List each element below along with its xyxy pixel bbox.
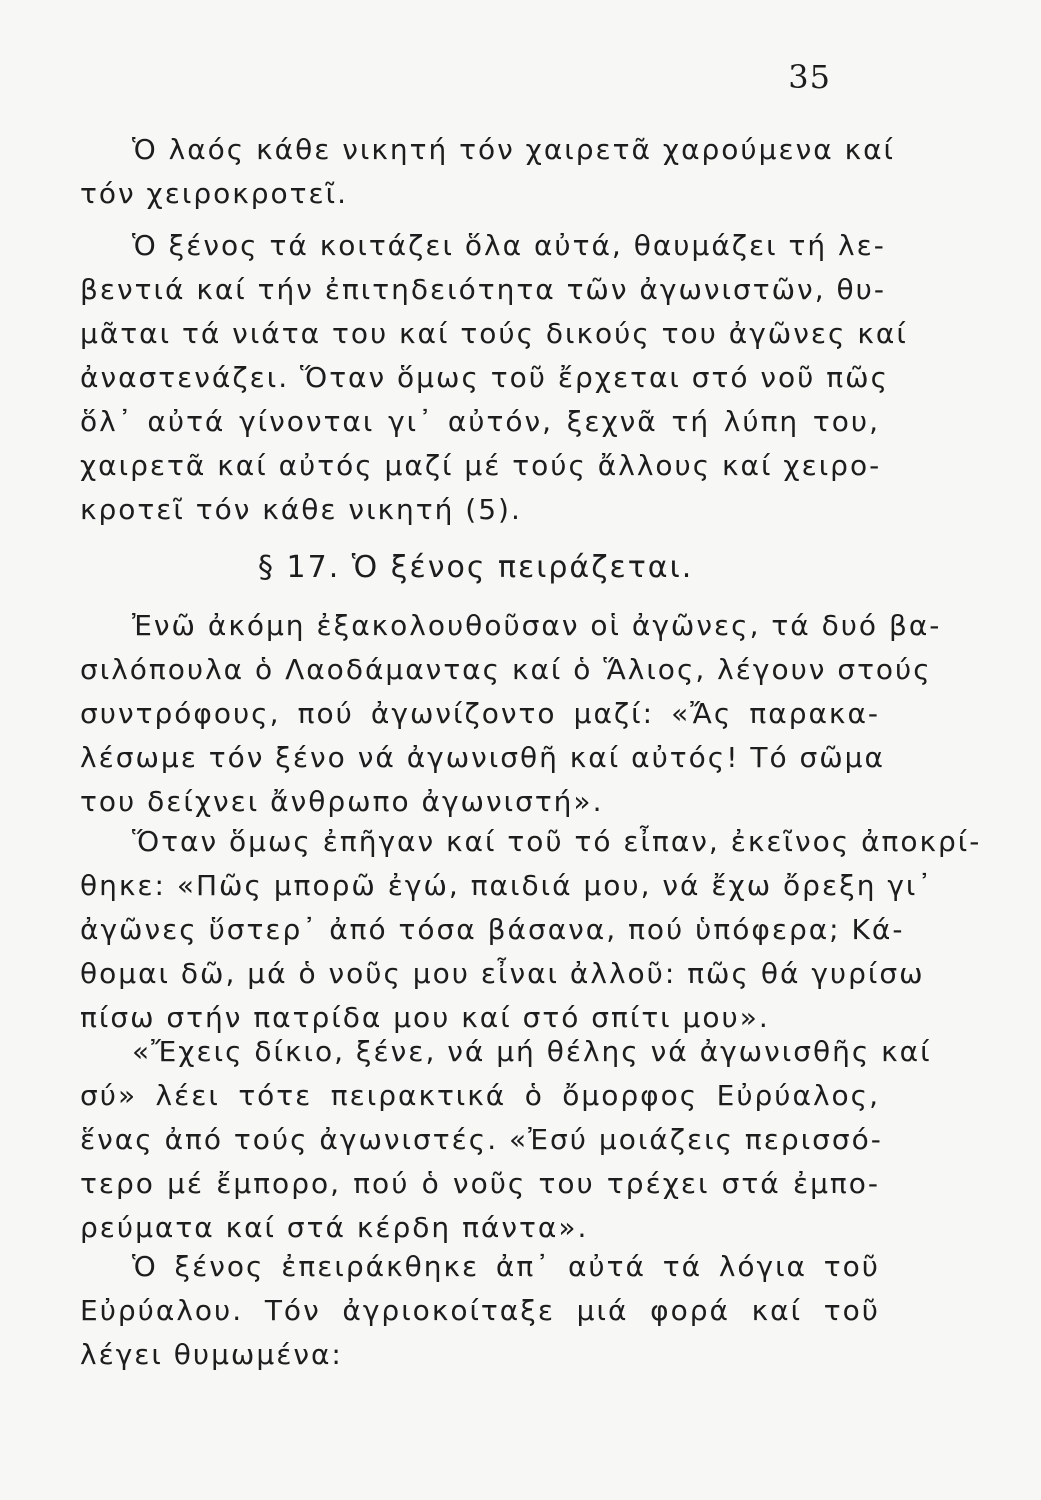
text-line: ἀναστενάζει. Ὅταν ὅμως τοῦ ἔρχεται στό νοῦ πῶς [80,361,890,394]
text-line: πίσω στήν πατρίδα μου καί στό σπίτι μου». [80,1001,770,1034]
text-line: Ὁ λαός κάθε νικητή τόν χαιρετᾶ χαρούμενα καί [132,133,896,166]
text-line: τόν χειροκροτεῖ. [80,177,348,210]
text-line: χαιρετᾶ καί αὐτός μαζί μέ τούς ἄλλους καί χειρο- [80,449,882,482]
text-line: κροτεῖ τόν κάθε νικητή (5). [80,493,522,526]
text-line: ὅλ᾿ αὐτά γίνονται γι᾿ αὐτόν, ξεχνᾶ τή λύπη του, [80,405,880,438]
text-line: μᾶται τά νιάτα του καί τούς δικούς του ἀγῶνες καί [80,317,908,350]
text-line: λέσωμε τόν ξένο νά ἀγωνισθῆ καί αὐτός! Τό σῶμα [80,741,885,774]
text-line: θομαι δῶ, μά ὁ νοῦς μου εἶναι ἀλλοῦ: πῶς θά γυρίσω [80,957,925,990]
text-line: λέγει θυμωμένα: [80,1338,343,1371]
paragraph-3 [80,604,942,824]
section-heading: § 17. Ὁ ξένος πειράζεται. [258,550,694,585]
text-line: Εὐρύαλου. Τόν ἀγριοκοίταξε μιά φορά καί τοῦ [80,1294,880,1327]
page-number: 35 [788,58,831,96]
text-line: Ὁ ξένος ἐπειράκθηκε ἀπ᾿ αὐτά τά λόγια τοῦ [132,1250,880,1283]
text-line: ἕνας ἀπό τούς ἀγωνιστές. «Ἐσύ μοιάζεις περισσό- [80,1123,883,1156]
paragraph-4 [80,820,982,1040]
text-line: συντρόφους, πού ἀγωνίζοντο μαζί: «Ἄς παρακα- [80,697,880,730]
text-line: τερο μέ ἔμπορο, πού ὁ νοῦς του τρέχει στά ἐμπο- [80,1167,880,1200]
text-line: βεντιά καί τήν ἐπιτηδειότητα τῶν ἀγωνιστῶν, θυ- [80,273,886,306]
text-line: Ὁ ξένος τά κοιτάζει ὅλα αὐτά, θαυμάζει τή λε- [132,229,886,262]
text-line: σύ» λέει τότε πειρακτικά ὁ ὄμορφος Εὐρύαλος, [80,1079,880,1112]
text-line: του δείχνει ἄνθρωπο ἀγωνιστή». [80,785,604,818]
text-line: θηκε: «Πῶς μπορῶ ἐγώ, παιδιά μου, νά ἔχω ὄρεξη γι᾿ [80,869,934,902]
paragraph-6 [80,1245,880,1377]
text-line: «Ἔχεις δίκιο, ξένε, νά μή θέλης νά ἀγωνισθῆς καί [132,1035,932,1068]
text-line: ἀγῶνες ὕστερ᾿ ἀπό τόσα βάσανα, πού ὑπόφερα; Κά- [80,913,905,946]
text-line: σιλόπουλα ὁ Λαοδάμαντας καί ὁ Ἅλιος, λέγουν στούς [80,653,932,686]
paragraph-2 [80,224,908,532]
text-line: Ὅταν ὅμως ἐπῆγαν καί τοῦ τό εἶπαν, ἐκεῖνος ἀποκρί- [132,825,982,858]
text-line: Ἐνῶ ἀκόμη ἐξακολουθοῦσαν οἱ ἀγῶνες, τά δυό βα- [132,609,942,642]
paragraph-1 [80,128,896,216]
paragraph-5 [80,1030,932,1250]
text-line: ρεύματα καί στά κέρδη πάντα». [80,1211,589,1244]
